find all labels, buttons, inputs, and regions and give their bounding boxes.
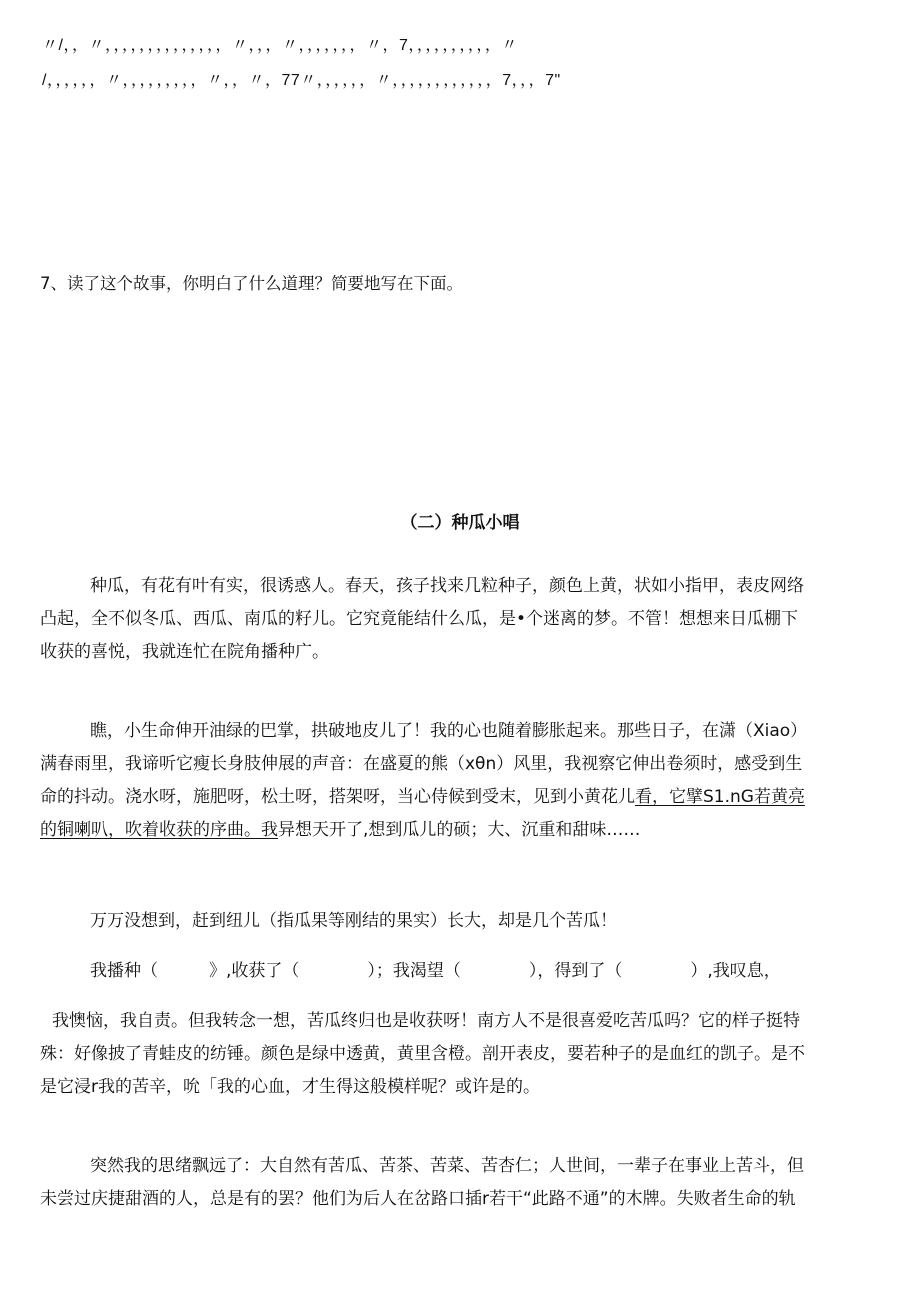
- paragraph-line: 满春雨里，我谛听它瘦长身肢伸展的声音：在盛夏的熊（xθn）风里，我视察它伸出卷须时，感受到生: [40, 754, 803, 774]
- paragraph-4-blanks: [40, 955, 880, 988]
- underlined-text: 的铜喇叭，吹着收获的序曲。我: [40, 820, 278, 840]
- paragraph-line: 是它浸r我的苦辛，吮「我的心血，才生得这般模样呢？或许是的。: [40, 1077, 540, 1097]
- paragraph-3: [40, 905, 880, 938]
- fill-in-blank-line: 我播种（ 》,收获了（ ）；我渴望（ ），得到了（ ）,我叹息，: [90, 961, 781, 981]
- paragraph-line: 殊：好像披了青蛙皮的纺锤。颜色是绿中透黄，黄里含橙。剖开表皮，要若种子的是血红的凯子。是不: [40, 1044, 805, 1064]
- garbled-marks-line-1: 〃/，，〃，，，，，，，，，，，，，，〃，，，〃，，，，，，，〃，7，，，，，，，，，，〃: [42, 37, 518, 54]
- paragraph-line: 未尝过庆捷甜酒的人，总是有的罢？他们为后人在岔路口插r若干“此路不通”的木牌。失败者生命的轨: [40, 1189, 796, 1209]
- paragraph-line: [40, 814, 880, 847]
- underlined-text: 看，它擘S1.nG若黄亮: [635, 787, 805, 807]
- paragraph-1: [40, 570, 880, 669]
- paragraph-5: [40, 1005, 880, 1104]
- paragraph-2: [40, 715, 880, 847]
- paragraph-line: 种瓜，有花有叶有实，很诱惑人。春天，孩子找来几粒种子，颜色上黄，状如小指甲，表皮网络: [90, 576, 804, 596]
- paragraph-line: 我懊恼，我自责。但我转念一想，苦瓜终归也是收获呀！南方人不是很喜爱吃苦瓜吗？它的样子挺特: [52, 1011, 800, 1031]
- paragraph-line: [40, 781, 880, 814]
- question-7: 7、读了这个故事，你明白了什么道理？简要地写在下面。: [40, 274, 463, 293]
- paragraph-line: 收获的喜悦，我就连忙在院角播种广。: [40, 642, 329, 662]
- paragraph-line: 凸起，全不似冬瓜、西瓜、南瓜的籽儿。它究竟能结什么瓜，是•个迷离的梦。不管！想想来日瓜棚下: [40, 609, 799, 629]
- paragraph-line: 万万没想到，赶到纽儿（指瓜果等刚结的果实）长大，却是几个苦瓜！: [90, 911, 617, 931]
- text-segment: 异想天开了,想到瓜儿的硕；大、沉重和甜味……: [278, 820, 641, 840]
- text-segment: 命的抖动。浇水呀，施肥呀，松土呀，搭架呀，当心侍候到受末，见到小黄花儿: [40, 787, 635, 807]
- paragraph-6: [40, 1150, 880, 1216]
- garbled-marks-line-2: /，，，，，，〃，，，，，，，，，〃，，〃，77〃，，，，，，〃，，，，，，，，，，，，7，，，7": [42, 72, 561, 89]
- section-title: （二）种瓜小唱: [400, 513, 520, 533]
- paragraph-line: 瞧，小生命伸开油绿的巴掌，拱破地皮儿了！我的心也随着膨胀起来。那些日子，在潇（Xiao）: [90, 721, 808, 741]
- paragraph-line: 突然我的思绪飘远了：大自然有苦瓜、苦茶、苦菜、苦杏仁；人世间，一辈子在事业上苦斗，但: [90, 1156, 804, 1176]
